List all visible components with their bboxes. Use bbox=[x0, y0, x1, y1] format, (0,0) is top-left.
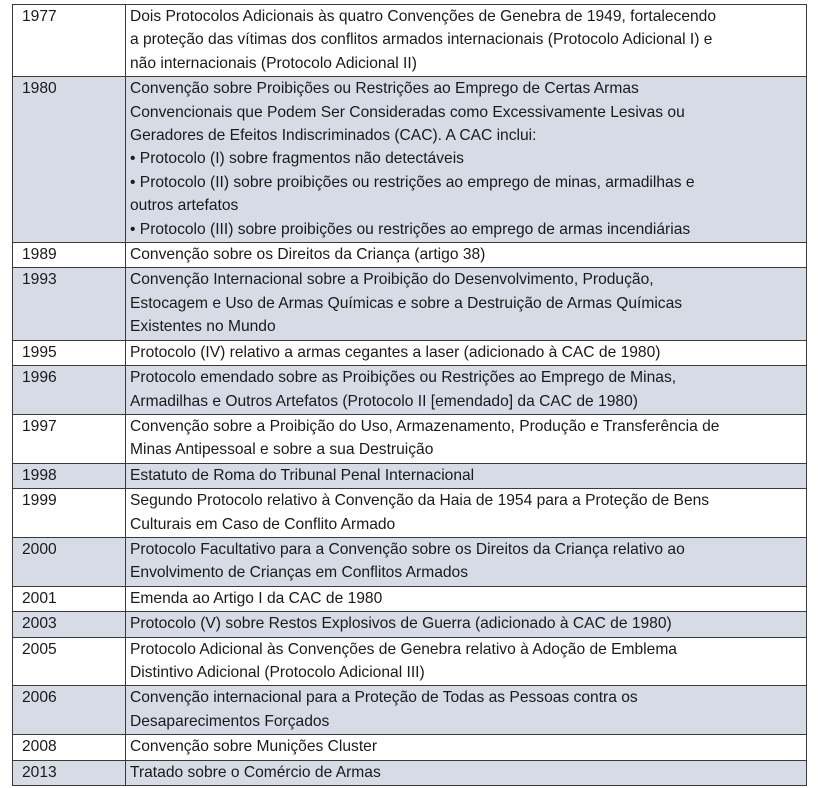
table-row bbox=[13, 586, 807, 611]
year-cell: 1980 bbox=[13, 77, 126, 243]
description-line: Convencionais que Podem Ser Consideradas como Excessivamente Lesivas ou bbox=[130, 103, 685, 121]
year-cell: 1977 bbox=[13, 5, 126, 77]
year-cell: 1993 bbox=[13, 268, 126, 340]
description-line: Envolvimento de Crianças em Conflitos Armados bbox=[130, 564, 469, 582]
description-line: Convenção Internacional sobre a Proibição do Desenvolvimento, Produção, bbox=[130, 271, 654, 289]
description-line: a proteção das vítimas dos conflitos armados internacionais (Protocolo Adicional I) e bbox=[130, 31, 713, 49]
description-line: Emenda ao Artigo I da CAC de 1980 bbox=[130, 589, 383, 607]
year-cell: 1998 bbox=[13, 463, 126, 488]
year-cell: 2013 bbox=[13, 760, 126, 785]
table-row bbox=[13, 537, 807, 586]
year-cell: 2005 bbox=[13, 637, 126, 686]
description-cell bbox=[126, 686, 807, 735]
table-row bbox=[13, 686, 807, 735]
description-line: Convenção sobre Munições Cluster bbox=[130, 738, 378, 756]
table-row bbox=[13, 243, 807, 268]
description-line: Protocolo (IV) relativo a armas cegantes a laser (adicionado à CAC de 1980) bbox=[130, 343, 661, 361]
description-cell bbox=[126, 637, 807, 686]
description-line: Estocagem e Uso de Armas Químicas e sobre a Destruição de Armas Químicas bbox=[130, 294, 683, 312]
description-line: Existentes no Mundo bbox=[130, 318, 276, 336]
year-cell: 2000 bbox=[13, 537, 126, 586]
table-row bbox=[13, 489, 807, 538]
description-line: Segundo Protocolo relativo à Convenção da Haia de 1954 para a Proteção de Bens bbox=[130, 492, 710, 510]
description-cell bbox=[126, 586, 807, 611]
description-line: Armadilhas e Outros Artefatos (Protocolo II [emendado] da CAC de 1980) bbox=[130, 392, 638, 410]
year-cell: 1989 bbox=[13, 243, 126, 268]
year-cell: 2006 bbox=[13, 686, 126, 735]
year-cell: 2003 bbox=[13, 612, 126, 637]
year-cell: 1997 bbox=[13, 414, 126, 463]
description-line: • Protocolo (III) sobre proibições ou restrições ao emprego de armas incendiárias bbox=[130, 220, 691, 238]
description-cell bbox=[126, 77, 807, 243]
description-line: Minas Antipessoal e sobre a sua Destruição bbox=[130, 441, 434, 459]
year-cell: 2001 bbox=[13, 586, 126, 611]
description-cell bbox=[126, 760, 807, 785]
description-line: Convenção sobre os Direitos da Criança (artigo 38) bbox=[130, 246, 486, 264]
year-cell: 2008 bbox=[13, 735, 126, 760]
year-cell: 1999 bbox=[13, 489, 126, 538]
description-line: Geradores de Efeitos Indiscriminados (CAC). A CAC inclui: bbox=[130, 127, 537, 145]
description-line: Protocolo (V) sobre Restos Explosivos de Guerra (adicionado à CAC de 1980) bbox=[130, 615, 672, 633]
description-cell bbox=[126, 340, 807, 365]
description-cell bbox=[126, 463, 807, 488]
description-line: Protocolo emendado sobre as Proibições ou Restrições ao Emprego de Minas, bbox=[130, 369, 677, 387]
description-line: Protocolo Facultativo para a Convenção sobre os Direitos da Criança relativo ao bbox=[130, 540, 685, 558]
table-row bbox=[13, 612, 807, 637]
description-cell bbox=[126, 612, 807, 637]
description-line: • Protocolo (II) sobre proibições ou restrições ao emprego de minas, armadilhas e bbox=[130, 173, 695, 191]
description-line: Tratado sobre o Comércio de Armas bbox=[130, 763, 381, 781]
treaty-timeline-table bbox=[12, 4, 807, 786]
description-cell bbox=[126, 243, 807, 268]
description-cell bbox=[126, 268, 807, 340]
description-cell bbox=[126, 489, 807, 538]
description-line: Dois Protocolos Adicionais às quatro Convenções de Genebra de 1949, fortalecendo bbox=[130, 8, 717, 25]
table-row bbox=[13, 760, 807, 785]
table-row bbox=[13, 366, 807, 415]
description-cell bbox=[126, 537, 807, 586]
table-row bbox=[13, 268, 807, 340]
table-row bbox=[13, 77, 807, 243]
description-line: outros artefatos bbox=[130, 197, 239, 215]
table-row bbox=[13, 340, 807, 365]
description-line: Desaparecimentos Forçados bbox=[130, 712, 330, 730]
table-row bbox=[13, 5, 807, 77]
description-line: não internacionais (Protocolo Adicional II) bbox=[130, 54, 417, 72]
description-line: Convenção internacional para a Proteção de Todas as Pessoas contra os bbox=[130, 689, 638, 707]
description-line: Culturais em Caso de Conflito Armado bbox=[130, 515, 396, 533]
description-cell bbox=[126, 366, 807, 415]
description-line: Protocolo Adicional às Convenções de Genebra relativo à Adoção de Emblema bbox=[130, 640, 677, 658]
description-line: • Protocolo (I) sobre fragmentos não detectáveis bbox=[130, 150, 464, 168]
description-cell bbox=[126, 414, 807, 463]
description-line: Distintivo Adicional (Protocolo Adicional III) bbox=[130, 663, 425, 681]
table-row bbox=[13, 414, 807, 463]
description-line: Estatuto de Roma do Tribunal Penal Internacional bbox=[130, 466, 475, 484]
description-line: Convenção sobre a Proibição do Uso, Armazenamento, Produção e Transferência de bbox=[130, 417, 720, 435]
table-row bbox=[13, 463, 807, 488]
table-body bbox=[13, 5, 807, 786]
description-line: Convenção sobre Proibições ou Restrições ao Emprego de Certas Armas bbox=[130, 80, 639, 98]
description-cell bbox=[126, 735, 807, 760]
table-row bbox=[13, 637, 807, 686]
year-cell: 1996 bbox=[13, 366, 126, 415]
description-cell bbox=[126, 5, 807, 77]
year-cell: 1995 bbox=[13, 340, 126, 365]
table-row bbox=[13, 735, 807, 760]
